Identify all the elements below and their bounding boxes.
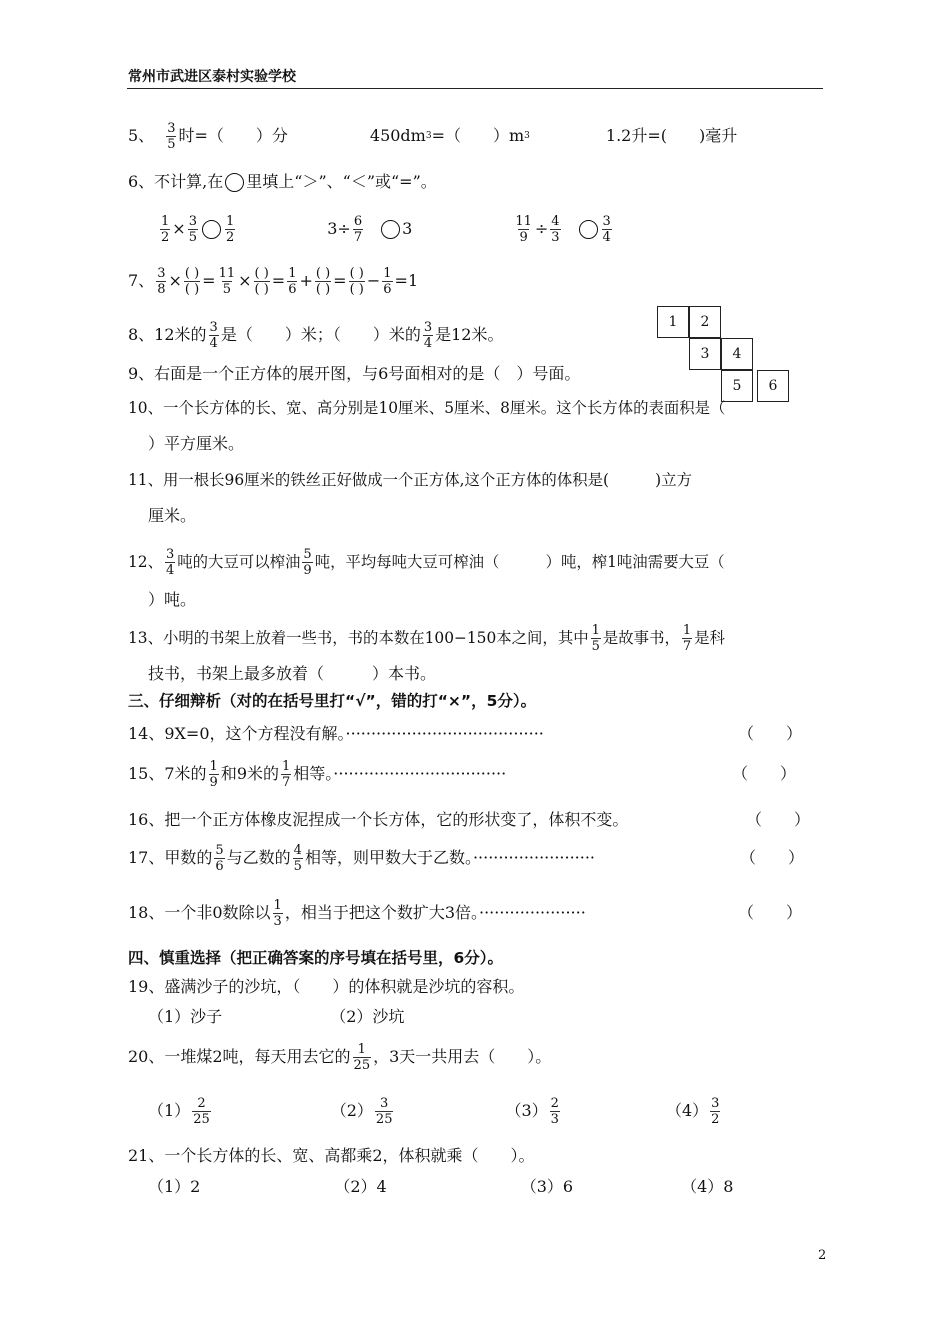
page-number: 2 — [818, 1248, 827, 1263]
question-19: 19、盛满沙子的沙坑，（ ）的体积就是沙坑的容积。 — [128, 977, 525, 996]
question-19-options — [148, 1005, 404, 1029]
header-rule — [127, 88, 823, 89]
net-cell: 5 — [721, 370, 753, 402]
question-18: 18、一个非0数除以 $\frac{1}{3}$ ，相当于把这个数扩大3倍。····················· （ ） — [128, 897, 803, 929]
question-14: 14、9X=0，这个方程没有解。······································· （ ） — [128, 724, 803, 743]
question-11-cont: 厘米。 — [148, 506, 197, 525]
question-16: 16、把一个正方体橡皮泥捏成一个长方体，它的形状变了，体积不变。 （ ） — [128, 810, 811, 829]
question-15: 15、7米的 $\frac{1}{9}$ 和9米的 $\frac{1}{7}$ 相等。·································· （ ） — [128, 758, 797, 790]
question-6: 6、不计算,在 里填上“＞”、“＜”或“=”。 — [128, 172, 437, 191]
question-12: 12、 $\frac{3}{4}$ 吨的大豆可以榨油 $\frac{5}{9}$ 吨，平均每吨大豆可榨油（ ）吨，榨1吨油需要大豆（ — [128, 546, 725, 578]
question-17: 17、甲数的 $\frac{5}{6}$ 与乙数的 $\frac{4}{5}$ 相等，则甲数大于乙数。························ （ ） — [128, 842, 805, 874]
question-13-cont: 技书，书架上最多放着（ ）本书。 — [148, 664, 437, 683]
net-cell: 3 — [689, 338, 721, 370]
compare-circle-icon — [225, 173, 244, 192]
question-21-options: （1）2 （2）4 （3）6 （4）8 — [148, 1177, 734, 1196]
compare-circle-icon — [202, 220, 221, 239]
question-5: 5、 $\frac{3}{5}$ 时=（ ）分 450dm 3 =（ ）m 3 1.2升=( )毫升 — [128, 120, 738, 152]
question-8: 8、12米的 $\frac{3}{4}$ 是（ ）米；（ ）米的 $\frac{3}{4}$ 是12米。 — [128, 319, 504, 351]
question-12-cont: ）吨。 — [148, 590, 197, 609]
compare-circle-icon — [579, 220, 598, 239]
section-4-title: 四、慎重选择（把正确答案的序号填在括号里，6分）。 — [128, 949, 504, 967]
net-cell: 4 — [721, 338, 753, 370]
section-3-title: 三、仔细辩析（对的在括号里打“√”，错的打“×”，5分）。 — [128, 692, 537, 710]
option-1: （1）沙子 — [148, 1007, 223, 1026]
question-21: 21、一个长方体的长、宽、高都乘2，体积就乘（ ）。 — [128, 1146, 535, 1165]
question-20: 20、一堆煤2吨，每天用去它的 $\frac{1}{25}$ ，3天一共用去（ ）。 — [128, 1041, 552, 1073]
question-20-options: （1） $\frac{2}{25}$ （2） $\frac{3}{25}$ （3） $\frac{2}{3}$ （4） $\frac{3}{2}$ — [148, 1095, 720, 1127]
question-9: 9、右面是一个正方体的展开图，与6号面相对的是（ ）号面。 — [128, 364, 581, 383]
question-13: 13、小明的书架上放着一些书，书的本数在100−150本之间，其中 $\frac{1}{5}$ 是故事书， $\frac{1}{7}$ 是科 — [128, 622, 725, 654]
net-cell: 1 — [657, 306, 689, 338]
option-2: （2）沙坑 — [330, 1007, 405, 1026]
fraction: $\frac{3}{5}$ — [167, 120, 176, 152]
net-cell: 6 — [757, 370, 789, 402]
question-10-cont: ）平方厘米。 — [148, 434, 245, 453]
question-10: 10、一个长方体的长、宽、高分别是10厘米、5厘米、8厘米。这个长方体的表面积是（ — [128, 399, 726, 417]
school-header: 常州市武进区泰村实验学校 — [128, 69, 296, 85]
net-cell: 2 — [689, 306, 721, 338]
question-6-row: $\frac{1}{2}$ × $\frac{3}{5}$ $\frac{1}{2}$ 3÷ $\frac{6}{7}$ 3 $\frac{11}{9}$ ÷ $\frac{4}{3}$ $\frac{3}{4}$ — [161, 213, 611, 245]
question-7: 7、 $\frac{3}{8}$ × $\frac{( )}{( )}$ = $\frac{11}{5}$ × $\frac{( )}{( )}$ = $\frac{1}{6}$ + $\frac{( )}{( )}$ = $\frac{( )}{( )}$ − $\frac{1}{6}$ =1 — [128, 265, 419, 297]
compare-circle-icon — [381, 220, 400, 239]
question-11: 11、用一根长96厘米的铁丝正好做成一个正方体,这个正方体的体积是( )立方 — [128, 471, 692, 489]
